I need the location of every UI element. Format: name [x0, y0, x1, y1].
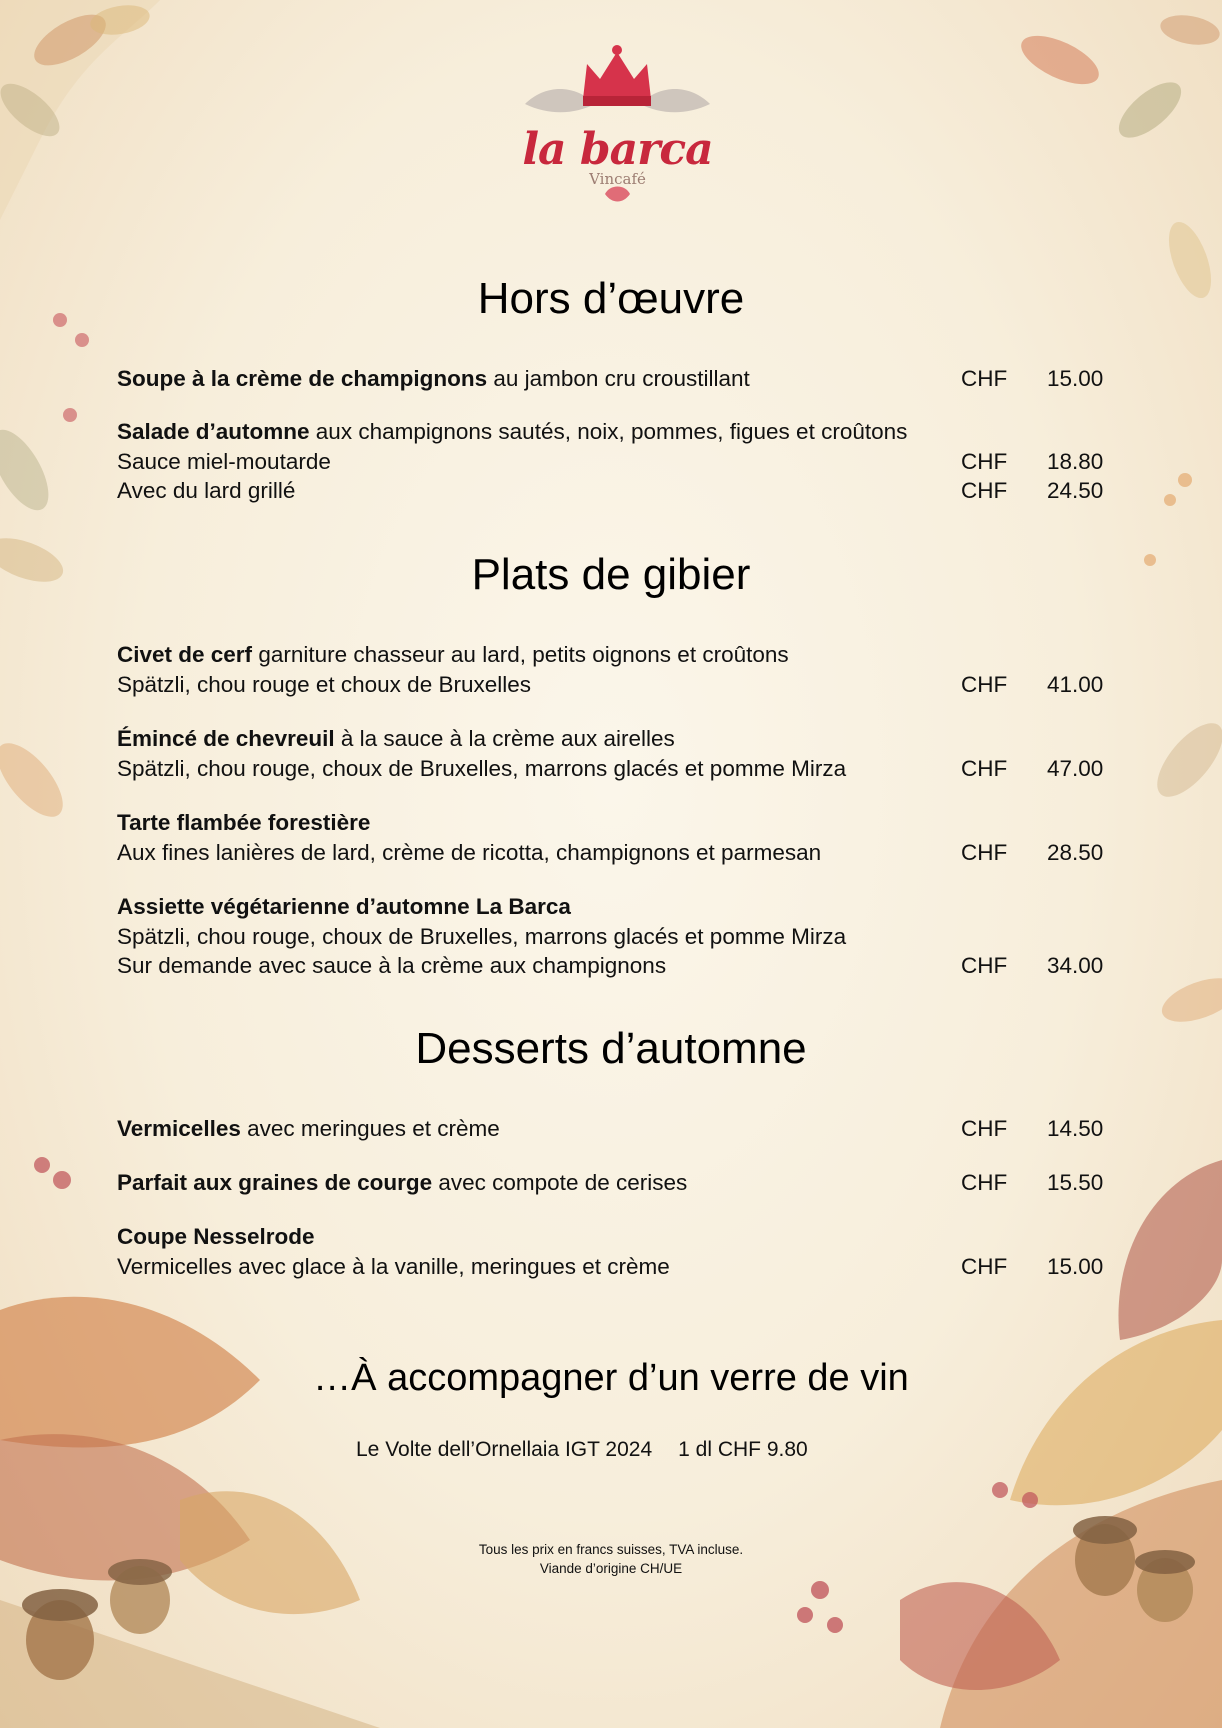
brand-name: la barca	[522, 124, 713, 175]
footer-origin-note: Viande d’origine CH/UE	[539, 1561, 683, 1576]
item-line-text: Sur demande avec sauce à la crème aux champignons	[117, 953, 667, 978]
wine-price: 1 dl CHF 9.80	[678, 1438, 808, 1461]
section-title-hors-doeuvre: Hors d’œuvre	[477, 274, 745, 323]
item-desc: avec compote de cerises	[432, 1170, 688, 1195]
item-name: Civet de cerf	[117, 642, 253, 667]
item-currency: CHF	[961, 1254, 1008, 1279]
brand-logo	[505, 44, 730, 214]
item-currency: CHF	[961, 478, 1008, 503]
item-name: Assiette végétarienne d’automne La Barca	[117, 894, 571, 919]
menu-item	[117, 1168, 1117, 1198]
item-name: Parfait aux graines de courge	[117, 1170, 433, 1195]
footer-vat-note: Tous les prix en francs suisses, TVA incluse.	[478, 1542, 744, 1557]
item-price: 14.50	[1047, 1116, 1104, 1141]
wine-line	[356, 1435, 808, 1465]
menu-item	[117, 364, 1117, 394]
item-currency: CHF	[961, 672, 1008, 697]
item-name: Tarte flambée forestière	[117, 810, 371, 835]
item-currency: CHF	[961, 366, 1008, 391]
menu-item	[117, 1222, 1117, 1252]
item-price: 24.50	[1047, 478, 1104, 503]
item-currency: CHF	[961, 1116, 1008, 1141]
item-price: 15.00	[1047, 366, 1104, 391]
menu-item	[117, 1114, 1117, 1144]
menu-item-line	[117, 447, 1117, 477]
item-currency: CHF	[961, 756, 1008, 781]
section-title-desserts: Desserts d’automne	[415, 1024, 807, 1073]
item-desc: garniture chasseur au lard, petits oignons et croûtons	[252, 642, 789, 667]
item-name: Coupe Nesselrode	[117, 1224, 315, 1249]
item-desc: à la sauce à la crème aux airelles	[334, 726, 675, 751]
menu-item-line	[117, 754, 1117, 784]
menu-item-line	[117, 476, 1117, 506]
item-price: 47.00	[1047, 756, 1104, 781]
item-name: Soupe à la crème de champignons	[117, 366, 488, 391]
item-name: Vermicelles	[117, 1116, 241, 1141]
item-line-text: Aux fines lanières de lard, crème de ricotta, champignons et parmesan	[117, 840, 822, 865]
item-line-text: Avec du lard grillé	[117, 478, 296, 503]
item-desc: aux champignons sautés, noix, pommes, figues et croûtons	[309, 419, 908, 444]
item-desc: au jambon cru croustillant	[487, 366, 750, 391]
item-price: 15.00	[1047, 1254, 1104, 1279]
menu-item-line	[117, 922, 1117, 952]
menu-item	[117, 640, 1117, 670]
item-currency: CHF	[961, 1170, 1008, 1195]
item-line-text: Vermicelles avec glace à la vanille, meringues et crème	[117, 1254, 670, 1279]
item-currency: CHF	[961, 449, 1008, 474]
item-name: Salade d’automne	[117, 419, 310, 444]
item-price: 15.50	[1047, 1170, 1104, 1195]
wine-title: …À accompagner d’un verre de vin	[313, 1357, 909, 1399]
item-price: 41.00	[1047, 672, 1104, 697]
brand-subtitle: Vincafé	[589, 170, 646, 188]
menu-item	[117, 808, 1117, 838]
item-line-text: Spätzli, chou rouge, choux de Bruxelles, marrons glacés et pomme Mirza	[117, 924, 847, 949]
item-currency: CHF	[961, 953, 1008, 978]
menu-item-line	[117, 1252, 1117, 1282]
item-price: 34.00	[1047, 953, 1104, 978]
section-title-plats-de-gibier: Plats de gibier	[471, 550, 751, 599]
item-price: 18.80	[1047, 449, 1104, 474]
item-desc: avec meringues et crème	[240, 1116, 500, 1141]
menu-item	[117, 892, 1117, 922]
item-line-text: Spätzli, chou rouge, choux de Bruxelles, marrons glacés et pomme Mirza	[117, 756, 847, 781]
item-currency: CHF	[961, 840, 1008, 865]
wine-name: Le Volte dell’Ornellaia IGT 2024	[356, 1438, 653, 1461]
menu-item-line	[117, 670, 1117, 700]
item-price: 28.50	[1047, 840, 1104, 865]
menu-item-line	[117, 951, 1117, 981]
menu-item-line	[117, 838, 1117, 868]
menu-item	[117, 724, 1117, 754]
menu-item	[117, 417, 1117, 447]
item-name: Émincé de chevreuil	[117, 726, 335, 751]
item-line-text: Spätzli, chou rouge et choux de Bruxelles	[117, 672, 531, 697]
item-line-text: Sauce miel-moutarde	[117, 449, 331, 474]
